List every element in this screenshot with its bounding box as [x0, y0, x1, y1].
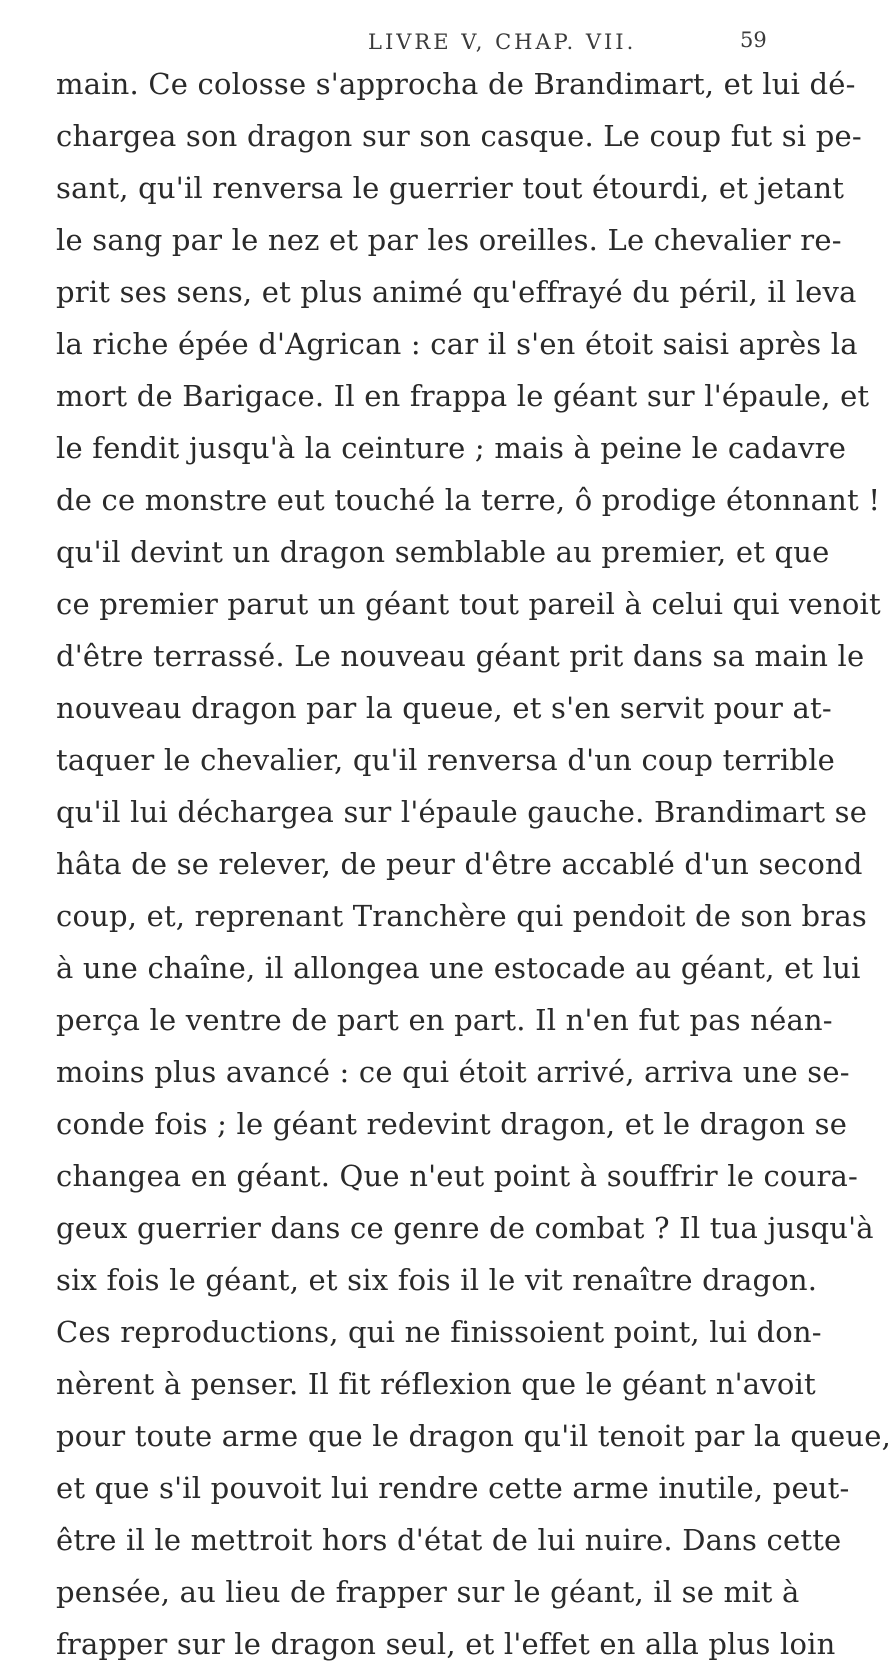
text-line: perça le ventre de part en part. Il n'en fut pas néan- — [56, 1003, 833, 1037]
text-line: hâta de se relever, de peur d'être accablé d'un second — [56, 847, 863, 881]
page-number: 59 — [740, 28, 767, 52]
text-line: pour toute arme que le dragon qu'il tenoit par la queue, — [56, 1419, 891, 1453]
text-line: changea en géant. Que n'eut point à souffrir le coura- — [56, 1159, 858, 1193]
text-line: mort de Barigace. Il en frappa le géant sur l'épaule, et — [56, 379, 870, 413]
text-line: ce premier parut un géant tout pareil à celui qui venoit — [56, 587, 881, 621]
text-line: qu'il devint un dragon semblable au premier, et que — [56, 535, 830, 569]
text-line: de ce monstre eut touché la terre, ô prodige étonnant ! — [56, 483, 881, 517]
text-line: le sang par le nez et par les oreilles. Le chevalier re- — [56, 223, 842, 257]
text-line: nouveau dragon par la queue, et s'en servit pour at- — [56, 691, 832, 725]
body-text — [56, 58, 891, 1670]
text-line: d'être terrassé. Le nouveau géant prit dans sa main le — [56, 639, 865, 673]
text-line: à une chaîne, il allongea une estocade au géant, et lui — [56, 951, 861, 985]
text-line: qu'il lui déchargea sur l'épaule gauche. Brandimart se — [56, 795, 868, 829]
text-line: frapper sur le dragon seul, et l'effet en alla plus loin — [56, 1627, 836, 1661]
text-line: prit ses sens, et plus animé qu'effrayé du péril, il leva — [56, 275, 857, 309]
text-line: être il le mettroit hors d'état de lui nuire. Dans cette — [56, 1523, 842, 1557]
running-head: LIVRE V, CHAP. VII. — [368, 30, 637, 54]
text-line: pensée, au lieu de frapper sur le géant, il se mit à — [56, 1575, 800, 1609]
text-line: taquer le chevalier, qu'il renversa d'un coup terrible — [56, 743, 836, 777]
text-line: geux guerrier dans ce genre de combat ? Il tua jusqu'à — [56, 1211, 874, 1245]
text-line: le fendit jusqu'à la ceinture ; mais à peine le cadavre — [56, 431, 847, 465]
text-line: sant, qu'il renversa le guerrier tout étourdi, et jetant — [56, 171, 845, 205]
text-line: Ces reproductions, qui ne finissoient point, lui don- — [56, 1315, 822, 1349]
text-line: six fois le géant, et six fois il le vit renaître dragon. — [56, 1263, 818, 1297]
text-line: chargea son dragon sur son casque. Le coup fut si pe- — [56, 119, 862, 153]
text-line: et que s'il pouvoit lui rendre cette arme inutile, peut- — [56, 1471, 850, 1505]
text-line: coup, et, reprenant Tranchère qui pendoit de son bras — [56, 899, 867, 933]
text-line: conde fois ; le géant redevint dragon, et le dragon se — [56, 1107, 848, 1141]
text-line: la riche épée d'Agrican : car il s'en étoit saisi après la — [56, 327, 858, 361]
text-line: moins plus avancé : ce qui étoit arrivé, arriva une se- — [56, 1055, 850, 1089]
text-line: main. Ce colosse s'approcha de Brandimart, et lui dé- — [56, 67, 856, 101]
text-line: nèrent à penser. Il fit réflexion que le géant n'avoit — [56, 1367, 816, 1401]
